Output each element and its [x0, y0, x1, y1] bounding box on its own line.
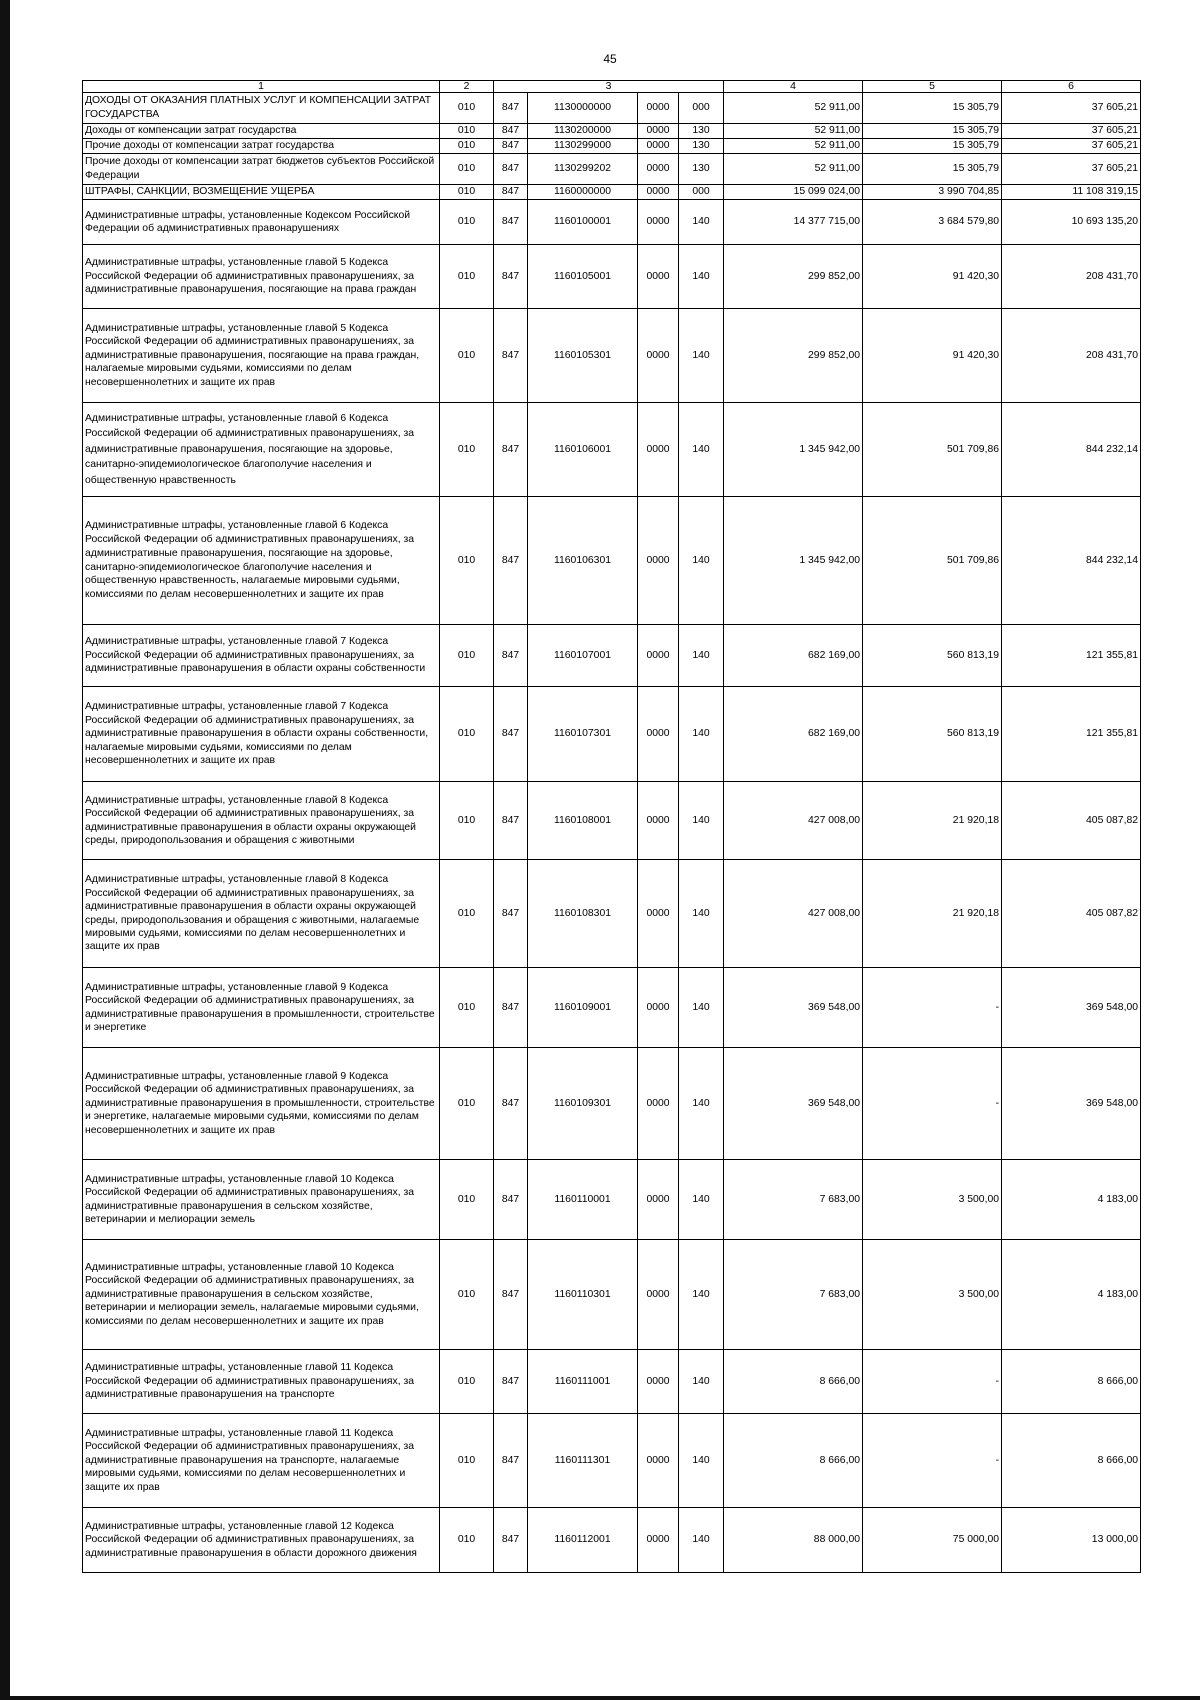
budget-code-value: 1160109301 [528, 1048, 638, 1160]
row-description: ШТРАФЫ, САНКЦИИ, ВОЗМЕЩЕНИЕ УЩЕРБА [83, 185, 440, 200]
column-5-amount: - [863, 1414, 1002, 1508]
column-5-amount: 501 709,86 [863, 497, 1002, 625]
table-row [83, 93, 1141, 124]
column-5-amount: 91 420,30 [863, 245, 1002, 309]
table-row [83, 1048, 1141, 1160]
column-2-value: 010 [440, 1240, 494, 1350]
column-2-value: 010 [440, 782, 494, 860]
kosgu-code-value: 140 [679, 1160, 724, 1240]
column-5-amount: 3 684 579,80 [863, 200, 1002, 245]
table-row [83, 154, 1141, 185]
admin-code-value: 847 [494, 1240, 528, 1350]
column-5-amount: 21 920,18 [863, 782, 1002, 860]
kosgu-code-value: 140 [679, 497, 724, 625]
row-description: Административные штрафы, установленные главой 8 Кодекса Российской Федерации об административных правонарушениях, за административные правонарушения в области охраны окружающей среды, природопользования и обращения с животными [83, 782, 440, 860]
table-row [83, 200, 1141, 245]
admin-code-value: 847 [494, 497, 528, 625]
column-4-amount: 299 852,00 [724, 309, 863, 403]
column-header-4: 4 [724, 81, 863, 93]
budget-code-value: 1160106301 [528, 497, 638, 625]
kosgu-code-value: 000 [679, 185, 724, 200]
column-2-value: 010 [440, 497, 494, 625]
column-4-amount: 52 911,00 [724, 139, 863, 154]
admin-code-value: 847 [494, 93, 528, 124]
row-description: Административные штрафы, установленные главой 5 Кодекса Российской Федерации об административных правонарушениях, за административные правонарушения, посягающие на права граждан [83, 245, 440, 309]
admin-code-value: 847 [494, 1160, 528, 1240]
column-6-amount: 37 605,21 [1002, 154, 1141, 185]
row-description: Административные штрафы, установленные главой 10 Кодекса Российской Федерации об административных правонарушениях, за административные правонарушения в сельском хозяйстве, ветеринарии и мелиорации земель, налагаемые мировыми судьями, комиссиями по делам несовершеннолетних и защите их прав [83, 1240, 440, 1350]
column-4-amount: 52 911,00 [724, 154, 863, 185]
column-6-amount: 8 666,00 [1002, 1414, 1141, 1508]
program-code-value: 0000 [638, 1160, 679, 1240]
column-2-value: 010 [440, 154, 494, 185]
column-2-value: 010 [440, 687, 494, 782]
kosgu-code-value: 140 [679, 782, 724, 860]
budget-code-value: 1160105301 [528, 309, 638, 403]
column-5-amount: - [863, 1048, 1002, 1160]
kosgu-code-value: 140 [679, 200, 724, 245]
column-2-value: 010 [440, 1350, 494, 1414]
column-header-1: 1 [83, 81, 440, 93]
column-5-amount: 3 500,00 [863, 1240, 1002, 1350]
column-4-amount: 8 666,00 [724, 1414, 863, 1508]
column-4-amount: 52 911,00 [724, 93, 863, 124]
program-code-value: 0000 [638, 1350, 679, 1414]
column-2-value: 010 [440, 93, 494, 124]
column-header-6: 6 [1002, 81, 1141, 93]
row-description: Административные штрафы, установленные главой 9 Кодекса Российской Федерации об административных правонарушениях, за административные правонарушения в промышленности, строительстве и энергетике, налагаемые мировыми судьями, комиссиями по делам несовершеннолетних и защите их прав [83, 1048, 440, 1160]
column-4-amount: 299 852,00 [724, 245, 863, 309]
kosgu-code-value: 140 [679, 1048, 724, 1160]
budget-code-value: 1160112001 [528, 1508, 638, 1573]
program-code-value: 0000 [638, 403, 679, 497]
column-2-value: 010 [440, 1414, 494, 1508]
table-row [83, 782, 1141, 860]
column-4-amount: 682 169,00 [724, 687, 863, 782]
program-code-value: 0000 [638, 93, 679, 124]
kosgu-code-value: 140 [679, 860, 724, 968]
column-2-value: 010 [440, 124, 494, 139]
column-6-amount: 844 232,14 [1002, 403, 1141, 497]
row-description: Административные штрафы, установленные главой 8 Кодекса Российской Федерации об административных правонарушениях, за административные правонарушения в области охраны окружающей среды, природопользования и обращения с животными, налагаемые мировыми судьями, комиссиями по делам несовершеннолетних и защите их прав [83, 860, 440, 968]
admin-code-value: 847 [494, 403, 528, 497]
column-2-value: 010 [440, 968, 494, 1048]
column-5-amount: 15 305,79 [863, 139, 1002, 154]
column-5-amount: - [863, 1350, 1002, 1414]
column-4-amount: 369 548,00 [724, 1048, 863, 1160]
row-description: ДОХОДЫ ОТ ОКАЗАНИЯ ПЛАТНЫХ УСЛУГ И КОМПЕНСАЦИИ ЗАТРАТ ГОСУДАРСТВА [83, 93, 440, 124]
row-description: Доходы от компенсации затрат государства [83, 124, 440, 139]
column-5-amount: 3 990 704,85 [863, 185, 1002, 200]
column-6-amount: 121 355,81 [1002, 687, 1141, 782]
row-description: Административные штрафы, установленные Кодексом Российской Федерации об административных правонарушениях [83, 200, 440, 245]
column-6-amount: 405 087,82 [1002, 860, 1141, 968]
budget-code-value: 1160111301 [528, 1414, 638, 1508]
column-2-value: 010 [440, 1048, 494, 1160]
scan-edge-left [0, 0, 10, 1700]
revenue-report-table [82, 80, 1141, 1573]
budget-code-value: 1130000000 [528, 93, 638, 124]
budget-code-value: 1160100001 [528, 200, 638, 245]
row-description: Административные штрафы, установленные главой 7 Кодекса Российской Федерации об административных правонарушениях, за административные правонарушения в области охраны собственности, налагаемые мировыми судьями, комиссиями по делам несовершеннолетних и защите их прав [83, 687, 440, 782]
page-number: 45 [603, 52, 617, 66]
column-6-amount: 37 605,21 [1002, 93, 1141, 124]
table-row [83, 497, 1141, 625]
column-2-value: 010 [440, 185, 494, 200]
program-code-value: 0000 [638, 968, 679, 1048]
admin-code-value: 847 [494, 200, 528, 245]
budget-code-value: 1130200000 [528, 124, 638, 139]
column-4-amount: 7 683,00 [724, 1240, 863, 1350]
table-row [83, 1240, 1141, 1350]
kosgu-code-value: 130 [679, 154, 724, 185]
column-6-amount: 37 605,21 [1002, 139, 1141, 154]
column-5-amount: 3 500,00 [863, 1160, 1002, 1240]
column-6-amount: 37 605,21 [1002, 124, 1141, 139]
table-row [83, 1160, 1141, 1240]
column-2-value: 010 [440, 403, 494, 497]
column-6-amount: 8 666,00 [1002, 1350, 1141, 1414]
column-header-3: 3 [494, 81, 724, 93]
column-4-amount: 427 008,00 [724, 860, 863, 968]
row-description: Административные штрафы, установленные главой 9 Кодекса Российской Федерации об административных правонарушениях, за административные правонарушения в промышленности, строительстве и энергетике [83, 968, 440, 1048]
kosgu-code-value: 140 [679, 625, 724, 687]
column-4-amount: 14 377 715,00 [724, 200, 863, 245]
kosgu-code-value: 140 [679, 403, 724, 497]
row-description: Прочие доходы от компенсации затрат бюджетов субъектов Российской Федерации [83, 154, 440, 185]
column-4-amount: 7 683,00 [724, 1160, 863, 1240]
column-2-value: 010 [440, 245, 494, 309]
program-code-value: 0000 [638, 625, 679, 687]
budget-code-value: 1160110301 [528, 1240, 638, 1350]
budget-code-value: 1130299202 [528, 154, 638, 185]
admin-code-value: 847 [494, 154, 528, 185]
column-2-value: 010 [440, 200, 494, 245]
table-row [83, 139, 1141, 154]
program-code-value: 0000 [638, 124, 679, 139]
column-2-value: 010 [440, 1160, 494, 1240]
program-code-value: 0000 [638, 1240, 679, 1350]
admin-code-value: 847 [494, 1414, 528, 1508]
budget-code-value: 1160110001 [528, 1160, 638, 1240]
column-5-amount: 15 305,79 [863, 124, 1002, 139]
table-row [83, 124, 1141, 139]
admin-code-value: 847 [494, 185, 528, 200]
kosgu-code-value: 130 [679, 124, 724, 139]
admin-code-value: 847 [494, 625, 528, 687]
budget-code-value: 1160108301 [528, 860, 638, 968]
kosgu-code-value: 140 [679, 245, 724, 309]
table-row [83, 687, 1141, 782]
program-code-value: 0000 [638, 309, 679, 403]
kosgu-code-value: 140 [679, 1508, 724, 1573]
column-6-amount: 4 183,00 [1002, 1240, 1141, 1350]
column-4-amount: 369 548,00 [724, 968, 863, 1048]
column-6-amount: 4 183,00 [1002, 1160, 1141, 1240]
kosgu-code-value: 140 [679, 1240, 724, 1350]
row-description: Административные штрафы, установленные главой 11 Кодекса Российской Федерации об административных правонарушениях, за административные правонарушения на транспорте, налагаемые мировыми судьями, комиссиями по делам несовершеннолетних и защите их прав [83, 1414, 440, 1508]
column-4-amount: 682 169,00 [724, 625, 863, 687]
program-code-value: 0000 [638, 245, 679, 309]
row-description: Прочие доходы от компенсации затрат государства [83, 139, 440, 154]
table-row [83, 1414, 1141, 1508]
admin-code-value: 847 [494, 687, 528, 782]
table-row [83, 403, 1141, 497]
program-code-value: 0000 [638, 185, 679, 200]
budget-code-value: 1160111001 [528, 1350, 638, 1414]
admin-code-value: 847 [494, 309, 528, 403]
kosgu-code-value: 140 [679, 309, 724, 403]
column-5-amount: - [863, 968, 1002, 1048]
program-code-value: 0000 [638, 1508, 679, 1573]
admin-code-value: 847 [494, 245, 528, 309]
column-4-amount: 1 345 942,00 [724, 497, 863, 625]
column-number-header-row [83, 81, 1141, 93]
column-6-amount: 121 355,81 [1002, 625, 1141, 687]
column-5-amount: 21 920,18 [863, 860, 1002, 968]
column-6-amount: 13 000,00 [1002, 1508, 1141, 1573]
row-description: Административные штрафы, установленные главой 5 Кодекса Российской Федерации об административных правонарушениях, за административные правонарушения, посягающие на права граждан, налагаемые мировыми судьями, комиссиями по делам несовершеннолетних и защите их прав [83, 309, 440, 403]
column-header-5: 5 [863, 81, 1002, 93]
table-row [83, 245, 1141, 309]
column-6-amount: 369 548,00 [1002, 968, 1141, 1048]
admin-code-value: 847 [494, 1508, 528, 1573]
program-code-value: 0000 [638, 497, 679, 625]
column-2-value: 010 [440, 309, 494, 403]
column-4-amount: 8 666,00 [724, 1350, 863, 1414]
row-description: Административные штрафы, установленные главой 10 Кодекса Российской Федерации об административных правонарушениях, за административные правонарушения в сельском хозяйстве, ветеринарии и мелиорации земель [83, 1160, 440, 1240]
admin-code-value: 847 [494, 782, 528, 860]
column-2-value: 010 [440, 860, 494, 968]
budget-code-value: 1160105001 [528, 245, 638, 309]
budget-code-value: 1160107301 [528, 687, 638, 782]
column-2-value: 010 [440, 139, 494, 154]
admin-code-value: 847 [494, 1048, 528, 1160]
table-row [83, 1350, 1141, 1414]
row-description: Административные штрафы, установленные главой 11 Кодекса Российской Федерации об административных правонарушениях, за административные правонарушения на транспорте [83, 1350, 440, 1414]
budget-code-value: 1160000000 [528, 185, 638, 200]
budget-code-value: 1130299000 [528, 139, 638, 154]
program-code-value: 0000 [638, 139, 679, 154]
column-4-amount: 1 345 942,00 [724, 403, 863, 497]
program-code-value: 0000 [638, 200, 679, 245]
budget-code-value: 1160109001 [528, 968, 638, 1048]
kosgu-code-value: 140 [679, 687, 724, 782]
column-2-value: 010 [440, 1508, 494, 1573]
column-5-amount: 15 305,79 [863, 93, 1002, 124]
program-code-value: 0000 [638, 1048, 679, 1160]
table-row [83, 860, 1141, 968]
row-description: Административные штрафы, установленные главой 6 Кодекса Российской Федерации об административных правонарушениях, за административные правонарушения, посягающие на здоровье, санитарно-эпидемиологическое благополучие населения и общественную нравственность, налагаемые мировыми судьями, комиссиями по делам несовершеннолетних и защите их прав [83, 497, 440, 625]
row-description: Административные штрафы, установленные главой 7 Кодекса Российской Федерации об административных правонарушениях, за административные правонарушения в области охраны собственности [83, 625, 440, 687]
table-row [83, 968, 1141, 1048]
column-2-value: 010 [440, 625, 494, 687]
column-5-amount: 91 420,30 [863, 309, 1002, 403]
admin-code-value: 847 [494, 1350, 528, 1414]
column-5-amount: 501 709,86 [863, 403, 1002, 497]
column-5-amount: 15 305,79 [863, 154, 1002, 185]
admin-code-value: 847 [494, 968, 528, 1048]
table-row [83, 185, 1141, 200]
column-6-amount: 405 087,82 [1002, 782, 1141, 860]
column-6-amount: 369 548,00 [1002, 1048, 1141, 1160]
budget-code-value: 1160107001 [528, 625, 638, 687]
column-5-amount: 560 813,19 [863, 687, 1002, 782]
admin-code-value: 847 [494, 139, 528, 154]
table-row [83, 1508, 1141, 1573]
admin-code-value: 847 [494, 860, 528, 968]
kosgu-code-value: 140 [679, 968, 724, 1048]
kosgu-code-value: 140 [679, 1350, 724, 1414]
kosgu-code-value: 130 [679, 139, 724, 154]
column-header-2: 2 [440, 81, 494, 93]
column-6-amount: 208 431,70 [1002, 309, 1141, 403]
program-code-value: 0000 [638, 1414, 679, 1508]
column-5-amount: 75 000,00 [863, 1508, 1002, 1573]
column-5-amount: 560 813,19 [863, 625, 1002, 687]
column-6-amount: 844 232,14 [1002, 497, 1141, 625]
column-4-amount: 15 099 024,00 [724, 185, 863, 200]
table-row [83, 309, 1141, 403]
program-code-value: 0000 [638, 154, 679, 185]
table-row [83, 625, 1141, 687]
column-6-amount: 11 108 319,15 [1002, 185, 1141, 200]
admin-code-value: 847 [494, 124, 528, 139]
column-6-amount: 208 431,70 [1002, 245, 1141, 309]
kosgu-code-value: 140 [679, 1414, 724, 1508]
column-4-amount: 88 000,00 [724, 1508, 863, 1573]
column-4-amount: 52 911,00 [724, 124, 863, 139]
column-6-amount: 10 693 135,20 [1002, 200, 1141, 245]
scan-edge-bottom [0, 1696, 1200, 1700]
program-code-value: 0000 [638, 782, 679, 860]
row-description: Административные штрафы, установленные главой 6 Кодекса Российской Федерации об административных правонарушениях, за административные правонарушения, посягающие на здоровье, санитарно-эпидемиологическое благополучие населения и общественную нравственность [83, 403, 440, 497]
budget-code-value: 1160106001 [528, 403, 638, 497]
budget-code-value: 1160108001 [528, 782, 638, 860]
column-4-amount: 427 008,00 [724, 782, 863, 860]
row-description: Административные штрафы, установленные главой 12 Кодекса Российской Федерации об административных правонарушениях, за административные правонарушения в области дорожного движения [83, 1508, 440, 1573]
program-code-value: 0000 [638, 860, 679, 968]
program-code-value: 0000 [638, 687, 679, 782]
kosgu-code-value: 000 [679, 93, 724, 124]
